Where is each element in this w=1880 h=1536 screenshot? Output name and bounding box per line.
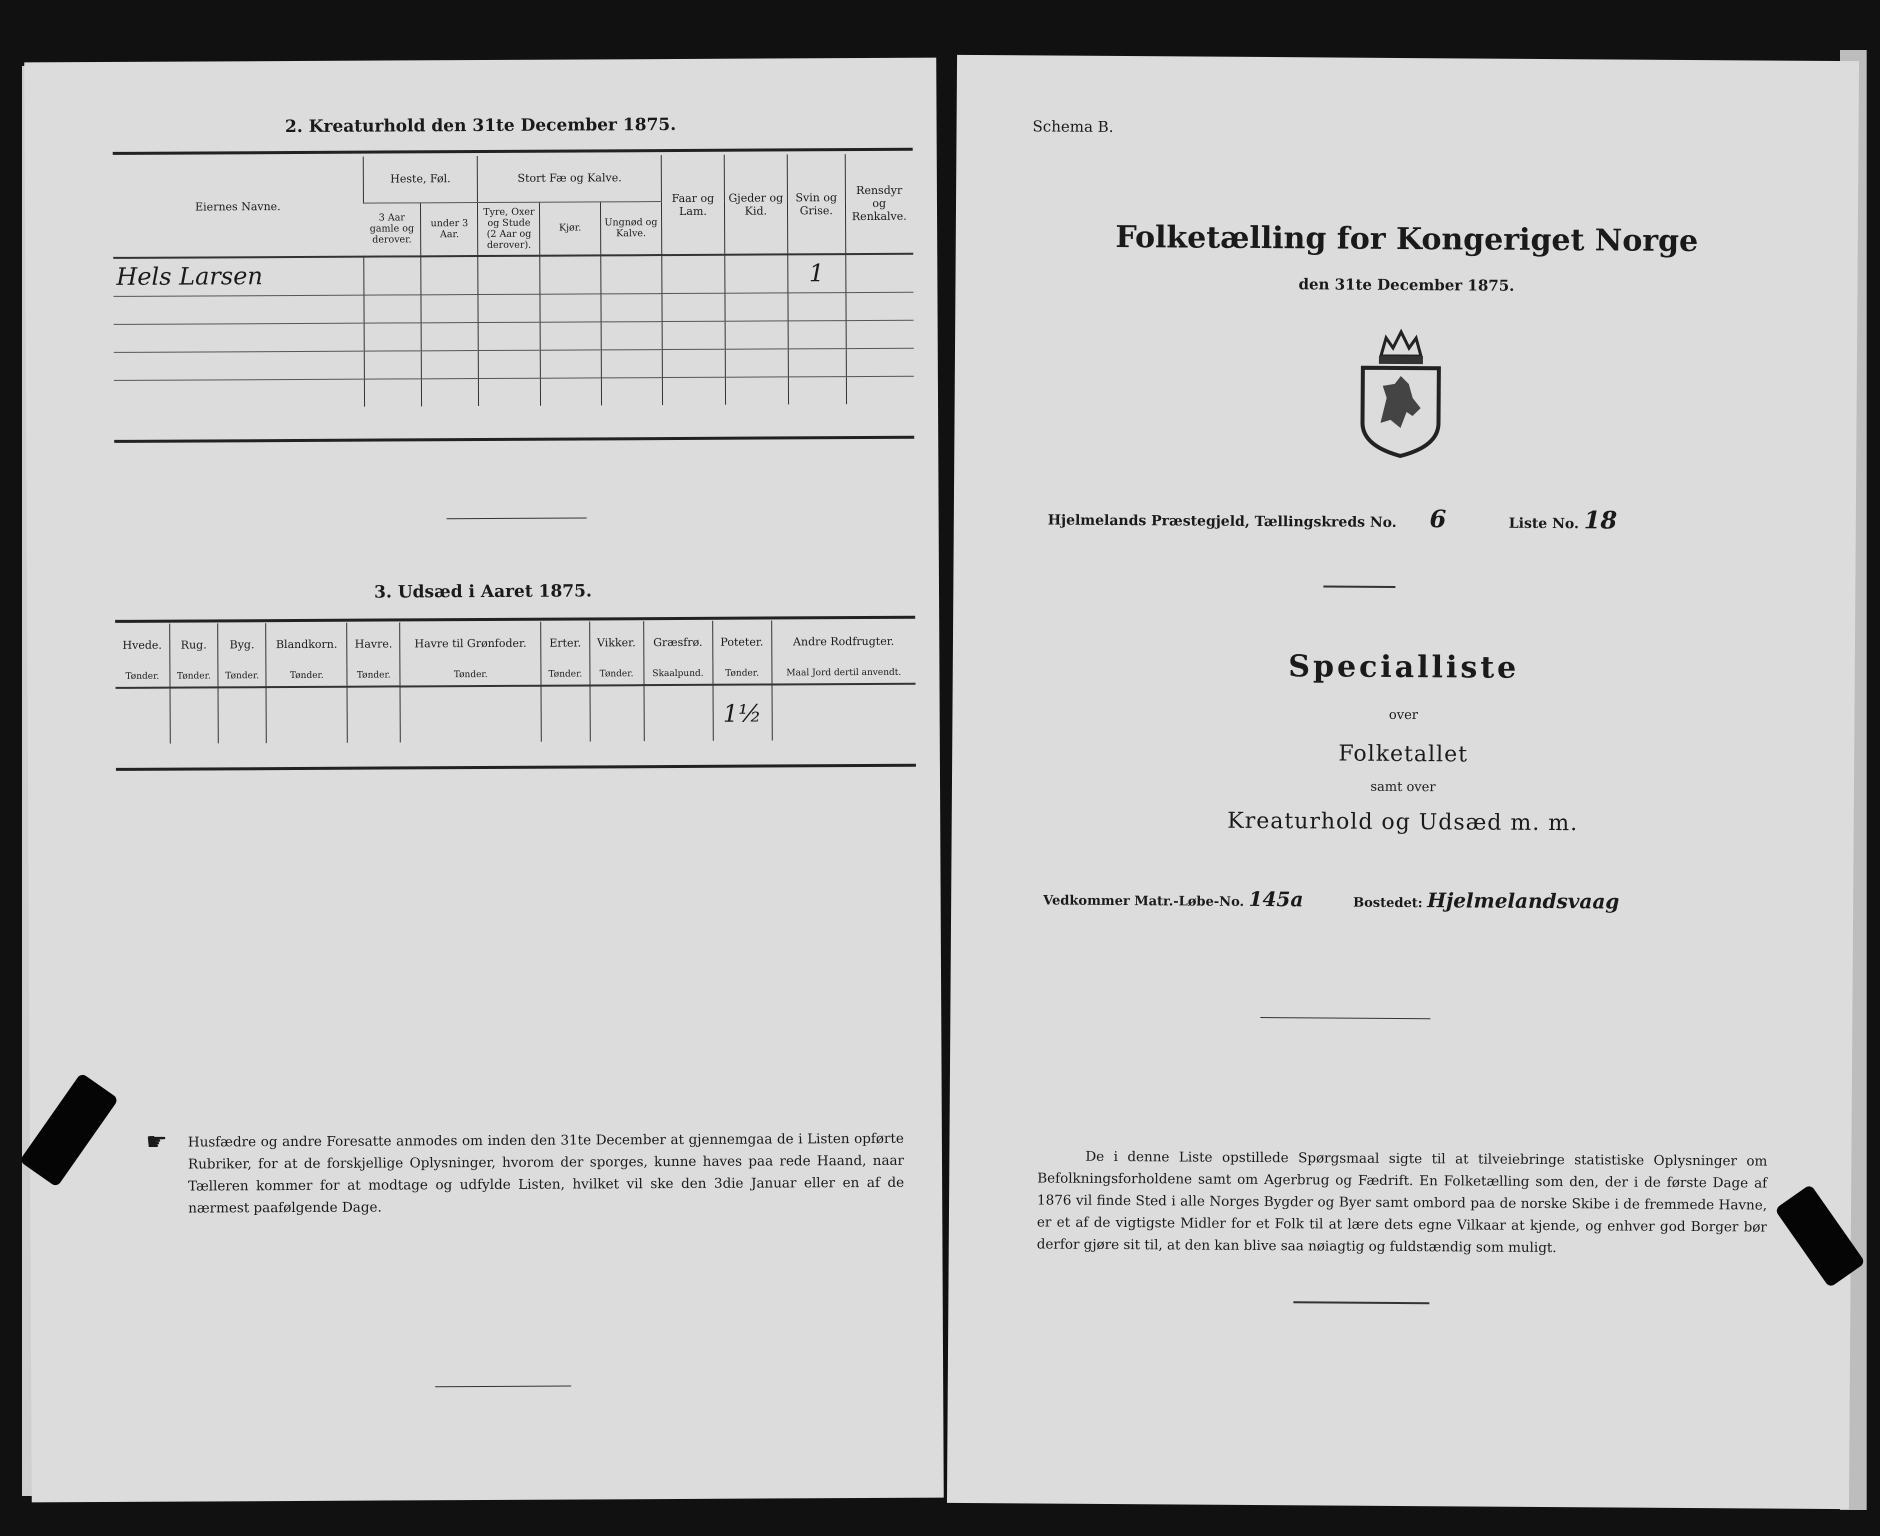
district-label: Tællingskreds No. [1254, 513, 1397, 531]
seed-unit: Tønder. [266, 665, 347, 687]
seed-header: Erter. [541, 621, 590, 663]
parish-line [1048, 502, 1447, 534]
seed-table [115, 620, 916, 744]
seed-unit: Skaalpund. [643, 663, 712, 685]
header-pigs: Svin og Grise. [787, 154, 845, 254]
seed-unit: Tønder. [400, 664, 541, 687]
seed-unit: Tønder. [170, 665, 218, 687]
list-label: Liste No. [1508, 515, 1579, 533]
header-owner: Eiernes Navne. [195, 200, 281, 214]
section3-rule-bottom [116, 764, 916, 771]
right-page [947, 55, 1859, 1509]
seed-cell [772, 684, 916, 741]
matr-label: Vedkommer Matr.-Løbe-No. [1043, 893, 1245, 910]
explanation-paragraph: De i denne Liste opstillede Spørgsmaal sigte til at tilveiebringe statistiske Oplysninger om Befolkningsforholdene samt om Agerbrug og Fædrift. En Folketælling som den, der i de første Dage af 1876 vil finde Sted i alle Norges Bygder og Byer samt ombord paa de norske Skibe i de fremmede Havne, er et af de vigtigste Midler for et Folk til at lære dets egne Vilkaar at kjende, og enhver god Borger bør derfor gjøre sit til, at den kan blive saa nøiagtig og fuldstændig som muligt. [1036, 1148, 1768, 1257]
seed-cell [541, 685, 590, 741]
seed-unit: Tønder. [218, 665, 266, 687]
header-cattle-c: Ungnød og Kalve. [600, 201, 662, 255]
district-number-handwritten: 6 [1429, 504, 1447, 534]
kreaturhold-heading: Kreaturhold og Udsæd m. m. [1227, 808, 1579, 837]
seed-unit: Tønder. [125, 671, 160, 682]
seed-header: Græsfrø. [643, 621, 712, 663]
section2-title: 2. Kreaturhold den 31te December 1875. [284, 114, 677, 138]
header-horses: Heste, Føl. [363, 156, 478, 203]
list-number-handwritten: 18 [1583, 505, 1618, 535]
left-page [24, 58, 944, 1503]
matr-line [1043, 885, 1303, 911]
bosted-label: Bostedet: [1353, 895, 1423, 912]
divider [435, 1386, 571, 1388]
seed-unit: Tønder. [347, 664, 400, 686]
table-row [114, 348, 914, 380]
seed-cell [170, 687, 219, 743]
section3-title: 3. Udsæd i Aaret 1875. [374, 581, 592, 603]
table-row [114, 376, 914, 408]
header-cattle: Stort Fæ og Kalve. [478, 155, 662, 202]
header-sheep: Faar og Lam. [661, 155, 724, 255]
divider [1260, 1017, 1430, 1019]
divider [1293, 1301, 1429, 1303]
folketallet-heading: Folketallet [1338, 741, 1469, 768]
seed-cell [347, 686, 400, 742]
seed-cell [116, 688, 171, 744]
header-horses-a: 3 Aar gamle og derover. [369, 212, 415, 246]
specialliste-heading: Specialliste [1288, 649, 1520, 686]
census-title: Folketælling for Kongeriget Norge [1115, 219, 1699, 260]
seed-cell [590, 685, 644, 741]
seed-grid [115, 620, 916, 744]
coat-of-arms-icon [1350, 328, 1451, 459]
census-date: den 31te December 1875. [1298, 275, 1515, 295]
divider [1323, 585, 1395, 587]
seed-header: Vikker. [589, 621, 643, 663]
seed-header: Havre til Grønfoder. [400, 622, 541, 665]
list-line [1509, 505, 1618, 535]
table-row [113, 254, 913, 296]
over-text: over [1388, 707, 1419, 724]
seed-unit: Tønder. [589, 663, 643, 685]
header-horses-b: under 3 Aar. [421, 202, 478, 256]
bosted-handwritten: Hjelmelandsvaag [1427, 888, 1620, 914]
seed-cell [400, 686, 541, 743]
header-reindeer: Rensdyr og Renkalve. [845, 154, 914, 254]
header-cattle-a: Tyre, Oxer og Stude (2 Aar og derover). [478, 202, 540, 256]
bosted-line [1353, 888, 1619, 914]
seed-unit: Tønder. [541, 663, 589, 685]
table-row [114, 320, 914, 352]
livestock-table [113, 154, 914, 408]
owner-name-handwritten: Hels Larsen [116, 262, 263, 292]
section2-rule-bottom [114, 436, 914, 443]
header-cattle-b: Kjør. [540, 201, 601, 255]
header-goats: Gjeder og Kid. [724, 154, 788, 254]
notice-text: Husfædre og andre Foresatte anmodes om inden den 31te December at gjennemgaa de i Listen opførte Rubriker, for at de forskjellige Oplysninger, hvorom der sporges, kunne haves paa rede Haand, naar Tælleren kommer for at modtage og udfylde Listen, hvilket vil ske den 3die Januar eller en af de nærmest paafølgende Dage. [187, 1130, 905, 1217]
seed-unit: Maal Jord dertil anvendt. [772, 662, 916, 685]
poteter-value-handwritten: 1½ [713, 684, 772, 740]
seed-cell [644, 685, 713, 741]
seed-header: Rug. [169, 623, 218, 665]
seed-header: Hvede. [122, 638, 162, 652]
samt-over-text: samt over [1370, 779, 1436, 796]
pointing-hand-icon: ☛ [145, 1127, 168, 1156]
seed-header: Byg. [218, 623, 267, 665]
seed-header: Blandkorn. [266, 623, 347, 665]
matr-number-handwritten: 145a [1248, 886, 1304, 912]
seed-cell [266, 687, 347, 743]
seed-cell [218, 687, 267, 743]
seed-header: Andre Rodfrugter. [771, 620, 915, 663]
seed-header: Havre. [347, 622, 400, 664]
table-row [113, 292, 913, 324]
parish-name: Hjelmelands Præstegjeld, [1047, 512, 1250, 530]
divider [447, 517, 587, 519]
pigs-count-handwritten: 1 [788, 254, 846, 292]
seed-unit: Tønder. [712, 662, 771, 684]
schema-label: Schema B. [1032, 117, 1114, 136]
seed-header: Poteter. [712, 620, 771, 662]
